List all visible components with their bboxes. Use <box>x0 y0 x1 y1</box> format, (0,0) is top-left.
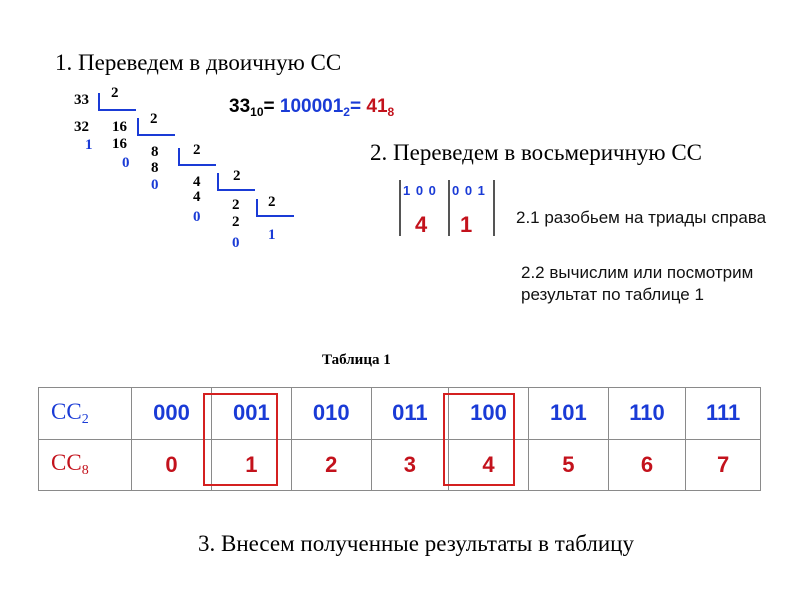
remainder: 0 <box>193 209 201 225</box>
dividend: 33 <box>74 92 89 108</box>
quotient: 8 <box>151 144 159 160</box>
binary-number: 100001 <box>279 96 344 117</box>
table-cell: 4 <box>449 439 529 491</box>
quotient: 4 <box>193 174 201 190</box>
table-row-binary <box>39 388 761 440</box>
table-cell: 110 <box>608 388 685 440</box>
table-cell: 111 <box>686 388 761 440</box>
triad-group-1: 1 0 0 <box>403 183 437 198</box>
step3-title: 3. Внесем полученные результаты в таблицу <box>198 531 634 556</box>
table-cell: 0 <box>132 439 212 491</box>
conversion-equation <box>229 96 394 119</box>
product: 8 <box>151 160 159 176</box>
divisor: 2 <box>268 194 276 210</box>
table-cell: 3 <box>371 439 448 491</box>
binary-base: 2 <box>343 105 350 119</box>
equals-sign: = <box>263 96 275 117</box>
table-cell: 001 <box>211 388 291 440</box>
table-cell: 100 <box>449 388 529 440</box>
divisor: 2 <box>193 142 201 158</box>
octal-digit-1: 4 <box>415 212 428 237</box>
row-header-binary: $СС_2$ <box>39 388 132 440</box>
octal-digit-2: 1 <box>460 212 473 237</box>
highlight-box-100 <box>443 393 515 486</box>
table-cell: 101 <box>528 388 608 440</box>
highlight-box-001 <box>203 393 278 486</box>
product: 4 <box>193 189 201 205</box>
final-quotient: 1 <box>268 227 276 243</box>
step-2-1-note: 2.1 разобьем на триады справа <box>516 208 767 227</box>
product: 16 <box>112 136 127 152</box>
decimal-base: 10 <box>250 105 264 119</box>
table-row-octal <box>39 439 761 491</box>
divisor: 2 <box>150 111 158 127</box>
remainder: 1 <box>85 137 93 153</box>
table-cell: 1 <box>211 439 291 491</box>
remainder: 0 <box>151 177 159 193</box>
divisor: 2 <box>233 168 241 184</box>
octal-base: 8 <box>387 105 395 119</box>
table-cell: 7 <box>686 439 761 491</box>
table-caption: Таблица 1 <box>322 352 391 368</box>
table-cell: 5 <box>528 439 608 491</box>
octal-number: 41 <box>366 96 388 117</box>
table-cell: 000 <box>132 388 212 440</box>
step1-title: 1. Переведем в двоичную СС <box>55 50 342 75</box>
quotient: 2 <box>232 197 240 213</box>
table-cell: 011 <box>371 388 448 440</box>
table-cell: 2 <box>291 439 371 491</box>
quotient: 16 <box>112 119 127 135</box>
equals-sign: = <box>349 96 362 117</box>
remainder: 0 <box>232 235 240 251</box>
product: 32 <box>74 119 89 135</box>
divisor: 2 <box>111 85 119 101</box>
step-2-2-note: 2.2 вычислим или посмотрим результат по таблице 1 <box>521 263 754 304</box>
row-header-octal: $СС_8$ <box>39 439 132 491</box>
decimal-number: 33 <box>229 96 251 117</box>
table-cell: 6 <box>608 439 685 491</box>
remainder: 0 <box>122 155 130 171</box>
product: 2 <box>232 214 240 230</box>
conversion-table <box>38 387 761 491</box>
table-cell: 010 <box>291 388 371 440</box>
step2-title: 2. Переведем в восьмеричную СС <box>370 140 703 165</box>
triad-group-2: 0 0 1 <box>452 183 486 198</box>
